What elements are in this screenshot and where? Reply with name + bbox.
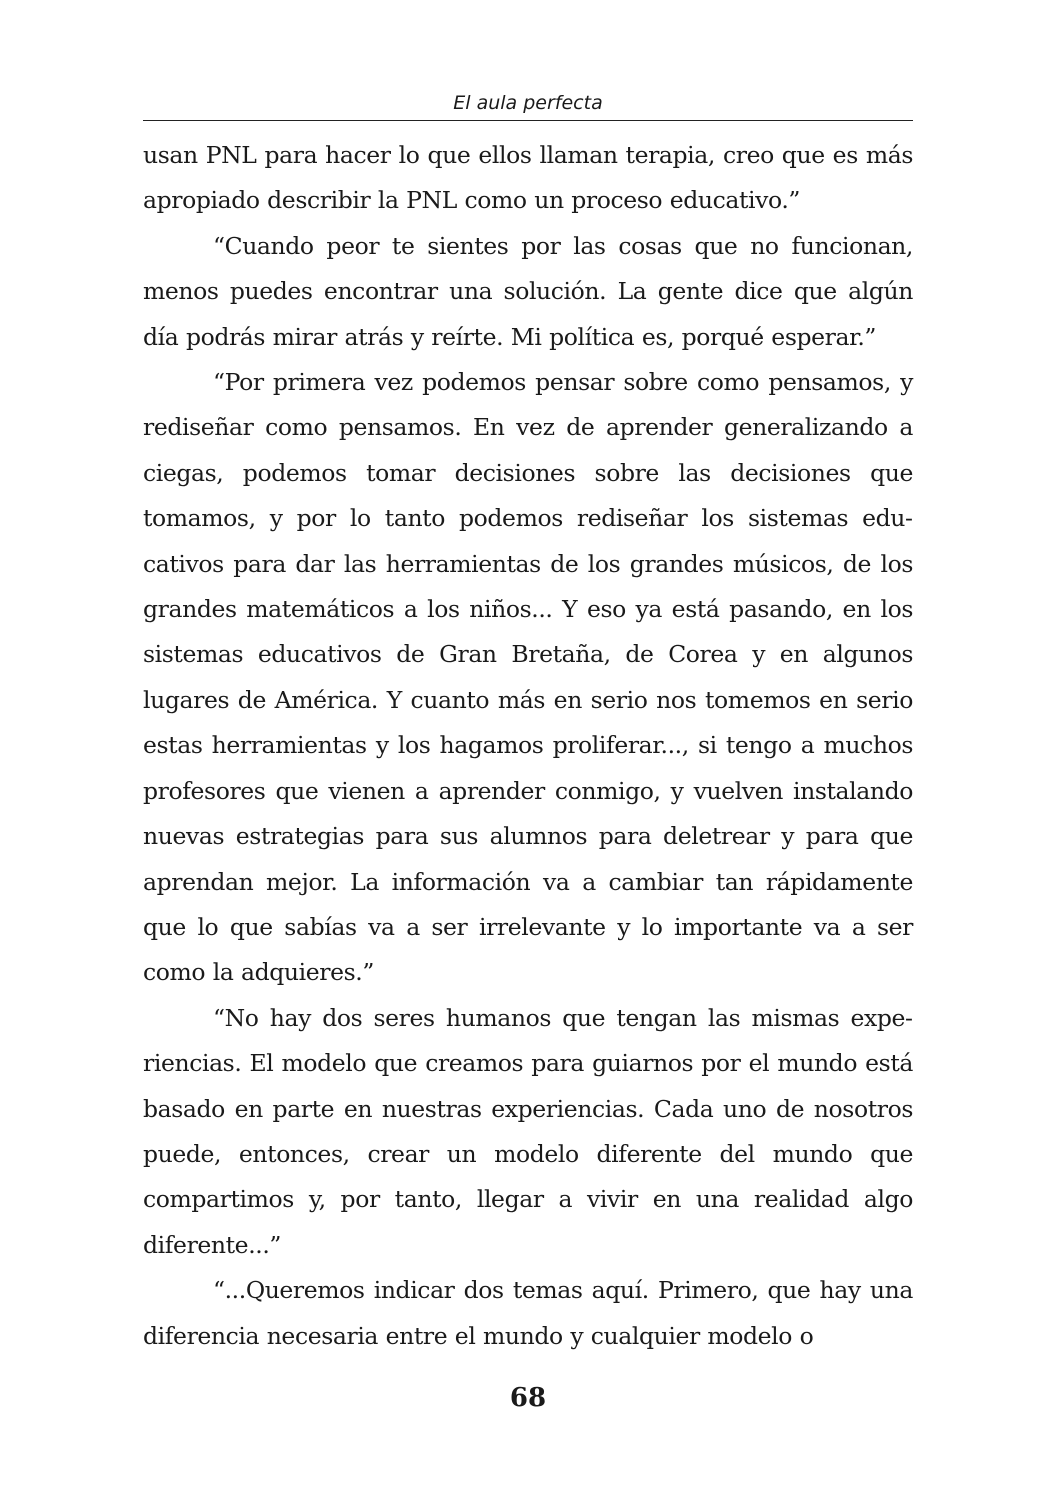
paragraph-quote: “Por primera vez podemos pensar sobre como pensamos, y rediseñar como pensamos. En vez de aprender generalizando a ciegas, podemos tomar decisiones sobre las decisiones que tomamos, y por lo tanto podemos rediseñar los sistemas educativos para dar las herramientas de los grandes músicos, de los grandes matemáticos a los niños... Y eso ya está pasando, en los sistemas educativos de Gran Bretaña, de Corea y en algunos lugares de América. Y cuanto más en serio nos tomemos en serio estas herramientas y los hagamos proliferar..., si tengo a muchos profesores que vienen a aprender conmigo, y vuelven instalando nuevas estrategias para sus alumnos para deletrear y para que aprendan mejor. La información va a cambiar tan rápidamente que lo que sabías va a ser irrelevante y lo importante va a ser como la adquieres.” <box>143 368 913 987</box>
page-number: 68 <box>509 1383 547 1413</box>
body-text <box>143 133 913 1359</box>
running-header-title: El aula perfecta <box>453 92 603 114</box>
paragraph-continued: usan PNL para hacer lo que ellos llaman terapia, creo que es más apropiado describir la PNL como un proceso educativo.” <box>143 141 913 215</box>
paragraph-quote: “No hay dos seres humanos que tengan las mismas experiencias. El modelo que creamos para guiarnos por el mundo está basado en parte en nuestras experiencias. Cada uno de nosotros puede, entonces, crear un modelo diferente del mundo que compartimos y, por tanto, llegar a vivir en una realidad algo diferente...” <box>143 1003 913 1259</box>
paragraph-quote: “Cuando peor te sientes por las cosas que no funcionan, menos puedes encontrar una solución. La gente dice que algún día podrás mirar atrás y reírte. Mi política es, porqué esperar.” <box>143 231 913 351</box>
header-divider <box>143 120 913 121</box>
paragraph-quote: “...Queremos indicar dos temas aquí. Primero, que hay una diferencia necesaria entre el mundo y cualquier modelo o <box>143 1276 913 1350</box>
